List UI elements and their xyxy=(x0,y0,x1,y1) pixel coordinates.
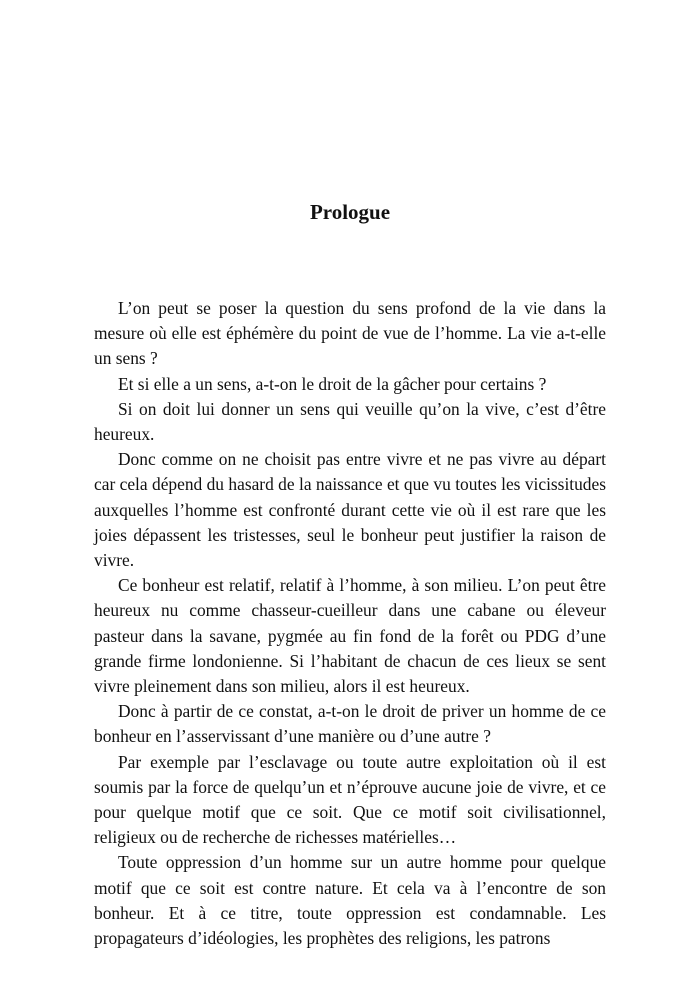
paragraph: Toute oppression d’un homme sur un autre homme pour quelque motif que ce soit est contre nature. Et cela va à l’encontre de son bonheur. Et à ce titre, toute oppression est condamnable. Les propagateurs d’idéologies, les prophètes des religions, les patrons xyxy=(94,852,606,949)
prologue-body xyxy=(94,296,606,951)
paragraph: Par exemple par l’esclavage ou toute autre exploitation où il est soumis par la force de quelqu’un et n’éprouve aucune joie de vivre, et ce pour quelque motif que ce soit. Que ce motif soit civilisationnel, religieux ou de recherche de richesses matérielles… xyxy=(94,751,606,848)
paragraph: Donc comme on ne choisit pas entre vivre et ne pas vivre au départ car cela dépend du hasard de la naissance et que vu toutes les vicissitudes auxquelles l’homme est confronté durant cette vie où il est rare que les joies dépassent les tristesses, seul le bonheur peut justifier la raison de vivre. xyxy=(94,449,606,571)
paragraph: L’on peut se poser la question du sens profond de la vie dans la mesure où elle est éphémère du point de vue de l’homme. La vie a-t-elle un sens ? xyxy=(94,298,606,369)
chapter-title: Prologue xyxy=(309,200,391,224)
paragraph: Et si elle a un sens, a-t-on le droit de la gâcher pour certains ? xyxy=(118,373,547,394)
paragraph: Ce bonheur est relatif, relatif à l’homme, à son milieu. L’on peut être heureux nu comme chasseur-cueilleur dans une cabane ou éleveur pasteur dans la savane, pygmée au fin fond de la forêt ou PDG d’une grande firme londonienne. Si l’habitant de chacun de ces lieux se sent vivre pleinement dans son milieu, alors il est heureux. xyxy=(94,575,606,697)
paragraph: Donc à partir de ce constat, a-t-on le droit de priver un homme de ce bonheur en l’asservissant d’une manière ou d’une autre ? xyxy=(94,701,606,747)
paragraph: Si on doit lui donner un sens qui veuille qu’on la vive, c’est d’être heureux. xyxy=(94,398,606,445)
